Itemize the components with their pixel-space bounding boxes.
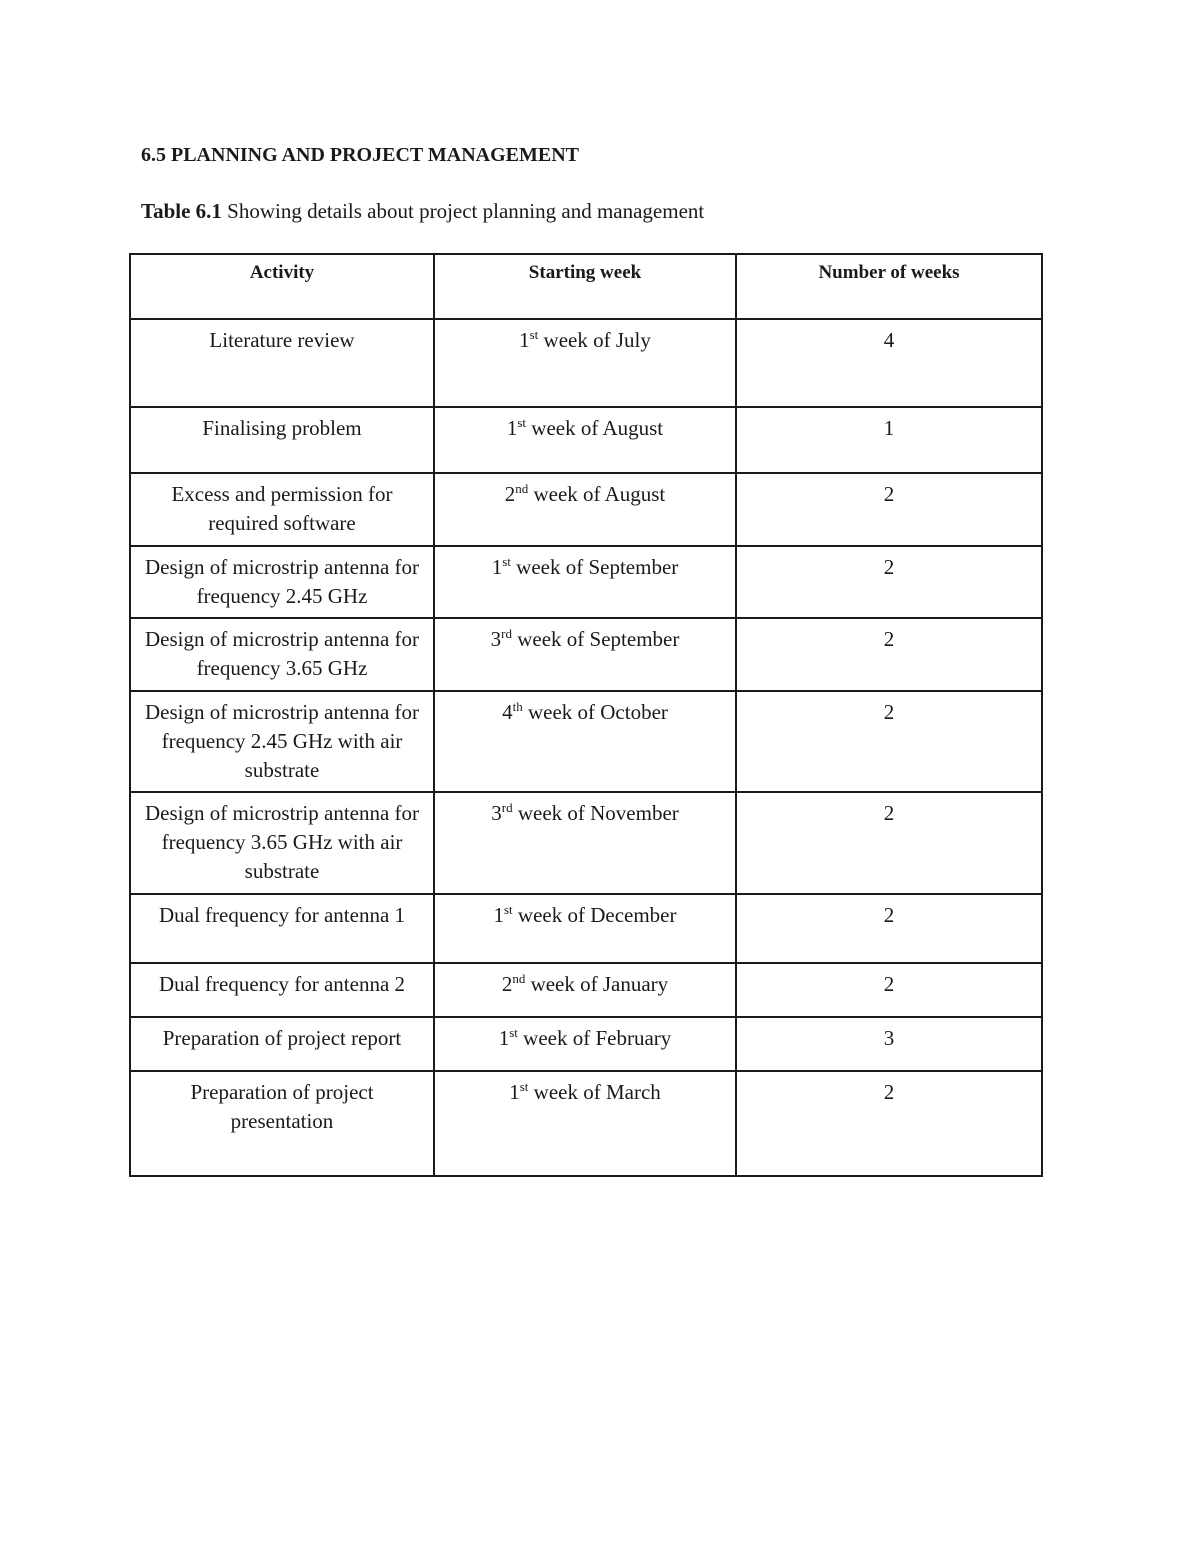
weeks-cell: 3 (736, 1017, 1042, 1071)
header-activity: Activity (130, 254, 434, 319)
week-text: week of October (522, 700, 668, 724)
week-text: week of August (528, 482, 666, 506)
week-text: week of March (528, 1080, 661, 1104)
table-row (130, 407, 1042, 473)
table-caption (141, 199, 704, 224)
caption-text: Showing details about project planning and management (221, 199, 705, 223)
table-row (130, 319, 1042, 407)
activity-cell: Preparation of project presentation (130, 1071, 434, 1176)
ordinal-number: 1 (491, 555, 503, 579)
ordinal-suffix: st (502, 554, 511, 569)
activity-cell: Design of microstrip antenna for frequency 3.65 GHz (130, 618, 434, 691)
weeks-cell: 2 (736, 691, 1042, 792)
ordinal-suffix: nd (515, 481, 529, 496)
week-text: week of December (512, 903, 677, 927)
starting-week-cell (434, 792, 736, 894)
header-number-of-weeks: Number of weeks (736, 254, 1042, 319)
ordinal-number: 4 (502, 700, 513, 724)
week-text: week of November (512, 801, 679, 825)
table-row (130, 1017, 1042, 1071)
table-row (130, 473, 1042, 546)
starting-week-cell (434, 546, 736, 618)
header-starting-week: Starting week (434, 254, 736, 319)
ordinal-suffix: rd (501, 800, 513, 815)
ordinal-number: 3 (490, 627, 502, 651)
weeks-cell: 2 (736, 1071, 1042, 1176)
table-row (130, 963, 1042, 1017)
ordinal-number: 1 (509, 1080, 520, 1104)
week-text: week of August (526, 416, 664, 440)
table-row (130, 792, 1042, 894)
table-row (130, 894, 1042, 963)
ordinal-suffix: th (512, 699, 523, 714)
activity-cell: Literature review (130, 319, 434, 407)
starting-week-cell (434, 1017, 736, 1071)
weeks-cell: 1 (736, 407, 1042, 473)
activity-cell: Design of microstrip antenna for frequency 2.45 GHz (130, 546, 434, 618)
activity-cell: Dual frequency for antenna 1 (130, 894, 434, 963)
table-row (130, 546, 1042, 618)
section-heading: 6.5 PLANNING AND PROJECT MANAGEMENT (141, 144, 579, 166)
weeks-cell: 2 (736, 473, 1042, 546)
ordinal-number: 2 (504, 482, 516, 506)
starting-week-cell (434, 691, 736, 792)
starting-week-cell (434, 618, 736, 691)
weeks-cell: 2 (736, 963, 1042, 1017)
caption-label: Table 6.1 (141, 199, 222, 223)
starting-week-cell (434, 473, 736, 546)
activity-cell: Finalising problem (130, 407, 434, 473)
starting-week-cell (434, 894, 736, 963)
table-row (130, 1071, 1042, 1176)
ordinal-number: 1 (498, 1026, 510, 1050)
weeks-cell: 2 (736, 618, 1042, 691)
ordinal-number: 3 (491, 801, 502, 825)
ordinal-suffix: st (519, 1079, 529, 1094)
starting-week-cell (434, 319, 736, 407)
ordinal-number: 1 (493, 903, 504, 927)
starting-week-cell (434, 963, 736, 1017)
week-text: week of February (517, 1026, 672, 1050)
activity-cell: Excess and permission for required software (130, 473, 434, 546)
starting-week-cell (434, 407, 736, 473)
table-row (130, 618, 1042, 691)
weeks-cell: 4 (736, 319, 1042, 407)
ordinal-number: 1 (506, 416, 518, 440)
starting-week-cell (434, 1071, 736, 1176)
week-text: week of January (525, 972, 669, 996)
table-header-row (130, 254, 1042, 319)
weeks-cell: 2 (736, 894, 1042, 963)
ordinal-suffix: rd (501, 626, 512, 641)
week-text: week of September (510, 555, 679, 579)
ordinal-suffix: st (517, 415, 527, 430)
ordinal-suffix: st (509, 1025, 518, 1040)
activity-cell: Design of microstrip antenna for frequency 2.45 GHz with air substrate (130, 691, 434, 792)
activity-cell: Design of microstrip antenna for frequency 3.65 GHz with air substrate (130, 792, 434, 894)
weeks-cell: 2 (736, 546, 1042, 618)
ordinal-suffix: st (529, 327, 539, 342)
project-plan-table (129, 253, 1043, 1177)
week-text: week of July (538, 328, 651, 352)
weeks-cell: 2 (736, 792, 1042, 894)
table-row (130, 691, 1042, 792)
ordinal-suffix: nd (512, 971, 526, 986)
ordinal-suffix: st (504, 902, 513, 917)
activity-cell: Dual frequency for antenna 2 (130, 963, 434, 1017)
ordinal-number: 2 (501, 972, 513, 996)
activity-cell: Preparation of project report (130, 1017, 434, 1071)
week-text: week of September (511, 627, 680, 651)
ordinal-number: 1 (519, 328, 530, 352)
